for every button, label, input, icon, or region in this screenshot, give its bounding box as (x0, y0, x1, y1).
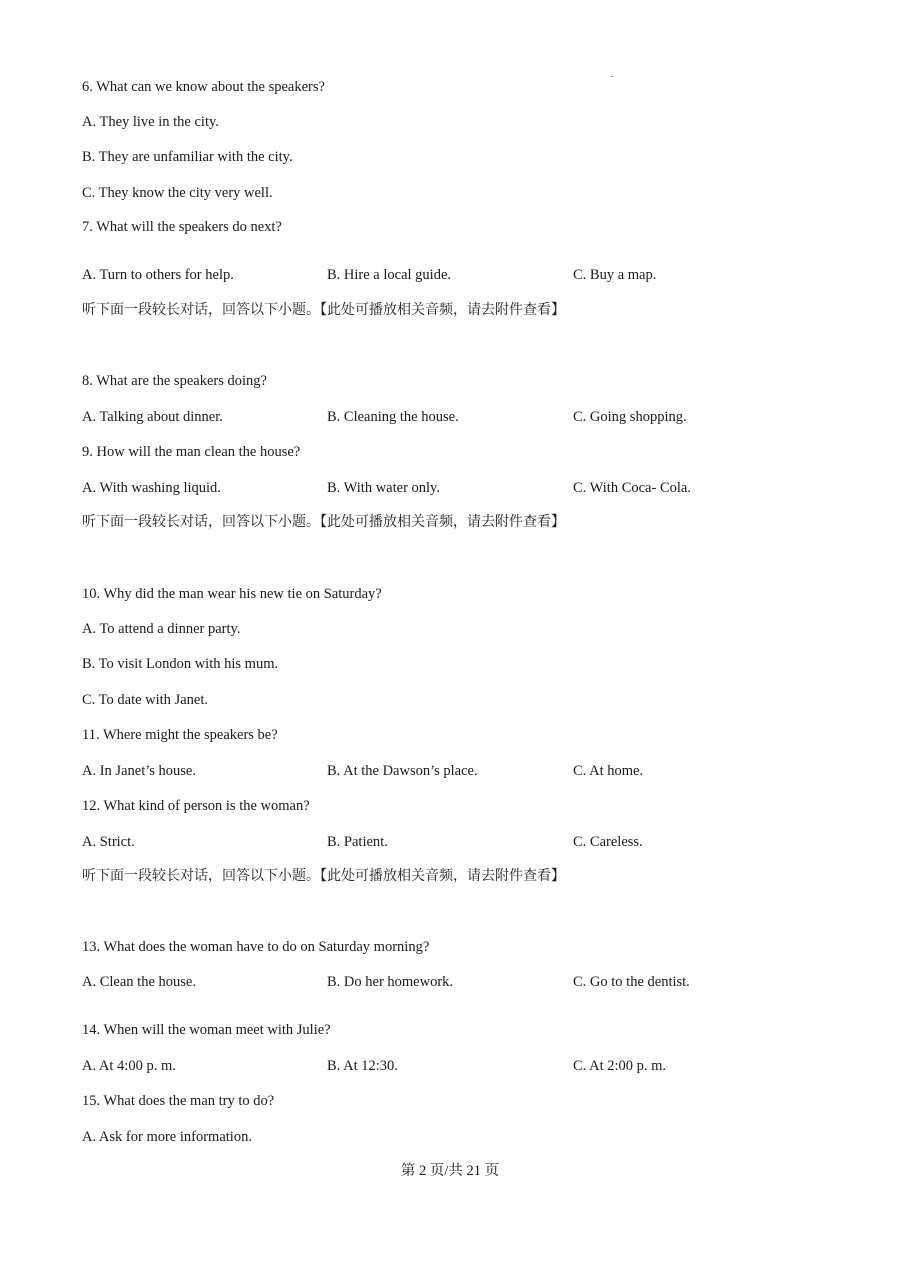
question-12-option-c: C. Careless. (573, 834, 643, 850)
question-13-option-c: C. Go to the dentist. (573, 974, 690, 990)
question-13-option-b: B. Do her homework. (327, 974, 454, 990)
question-6-option-a: A. They live in the city. (82, 114, 219, 130)
question-14-option-c: C. At 2:00 p. m. (573, 1058, 667, 1074)
question-10-stem: 10. Why did the man wear his new tie on Saturday? (82, 586, 382, 602)
listening-instruction-2: 听下面一段较长对话，回答以下小题。【此处可播放相关音频，请去附件查看】 (82, 514, 565, 530)
question-7-option-c: C. Buy a map. (573, 267, 657, 283)
question-15-stem: 15. What does the man try to do? (82, 1093, 275, 1109)
question-12-stem: 12. What kind of person is the woman? (82, 798, 310, 814)
question-8-stem: 8. What are the speakers doing? (82, 373, 267, 389)
question-6-option-c: C. They know the city very well. (82, 185, 273, 201)
question-7-option-a: A. Turn to others for help. (82, 267, 234, 283)
question-9-option-a: A. With washing liquid. (82, 480, 221, 496)
question-6-stem: 6. What can we know about the speakers? (82, 79, 325, 95)
question-8-option-a: A. Talking about dinner. (82, 409, 223, 425)
question-11-option-a: A. In Janet’s house. (82, 763, 196, 779)
question-6-option-b: B. They are unfamiliar with the city. (82, 149, 293, 165)
question-7-option-b: B. Hire a local guide. (327, 267, 452, 283)
page-number-footer: 第 2 页/共 21 页 (400, 1163, 500, 1179)
question-10-option-c: C. To date with Janet. (82, 692, 208, 708)
question-8-option-c: C. Going shopping. (573, 409, 687, 425)
question-10-option-b: B. To visit London with his mum. (82, 656, 279, 672)
question-9-option-c: C. With Coca- Cola. (573, 480, 691, 496)
question-11-option-c: C. At home. (573, 763, 644, 779)
question-13-option-a: A. Clean the house. (82, 974, 196, 990)
question-14-stem: 14. When will the woman meet with Julie? (82, 1022, 331, 1038)
question-12-option-a: A. Strict. (82, 834, 135, 850)
question-11-option-b: B. At the Dawson’s place. (327, 763, 478, 779)
question-13-stem: 13. What does the woman have to do on Saturday morning? (82, 939, 430, 955)
question-14-option-b: B. At 12:30. (327, 1058, 398, 1074)
scan-speck (611, 76, 613, 77)
question-14-option-a: A. At 4:00 p. m. (82, 1058, 176, 1074)
question-10-option-a: A. To attend a dinner party. (82, 621, 241, 637)
listening-instruction-1: 听下面一段较长对话，回答以下小题。【此处可播放相关音频，请去附件查看】 (82, 302, 565, 318)
question-12-option-b: B. Patient. (327, 834, 388, 850)
question-9-stem: 9. How will the man clean the house? (82, 444, 301, 460)
question-9-option-b: B. With water only. (327, 480, 440, 496)
question-7-stem: 7. What will the speakers do next? (82, 219, 282, 235)
question-8-option-b: B. Cleaning the house. (327, 409, 459, 425)
question-11-stem: 11. Where might the speakers be? (82, 727, 278, 743)
listening-instruction-3: 听下面一段较长对话，回答以下小题。【此处可播放相关音频，请去附件查看】 (82, 868, 565, 884)
question-15-option-a: A. Ask for more information. (82, 1129, 252, 1145)
